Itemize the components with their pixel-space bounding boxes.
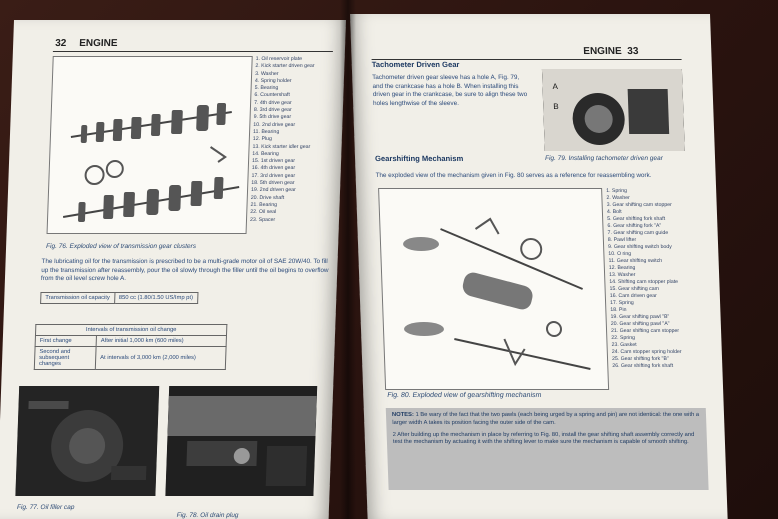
list-item: 21. Bearing [250, 201, 278, 208]
list-item: 4. Bolt [606, 209, 622, 215]
list-item: 19. Gear shifting pawl "B" [610, 314, 670, 320]
parts-list-left [250, 56, 341, 224]
interval-row-value: At intervals of 3,000 km (2,000 miles) [95, 347, 226, 370]
list-item: 14. Shifting cam stopper plate [609, 279, 679, 285]
interval-row-value: After initial 1,000 km (600 miles) [96, 336, 226, 347]
fig80-caption: Fig. 80. Exploded view of gearshifting mechanism [387, 392, 542, 399]
svg-text:B: B [553, 102, 559, 111]
list-item: 18. Pin [610, 307, 627, 313]
list-item: 8. Pawl lifter [607, 237, 637, 243]
capacity-value: 850 cc (1.80/1.50 US/Imp pt) [114, 293, 197, 304]
notes-content [392, 412, 701, 447]
list-item: 2. Kick starter driven gear [255, 63, 315, 70]
fig76-caption: Fig. 76. Exploded view of transmission gear clusters [45, 243, 197, 250]
parts-list-right [606, 188, 707, 370]
oil-capacity-table [40, 292, 198, 304]
list-item: 16. Cam driven gear [609, 293, 657, 299]
fig79-photo [542, 69, 685, 151]
list-item: 20. Drive shaft [250, 194, 285, 201]
header-rule [53, 51, 333, 52]
capacity-label: Transmission oil capacity [41, 293, 115, 304]
oil-paragraph: The lubricating oil for the transmission is prescribed to be a multi-grade motor oil of SAE 20W/40. To fill up the transmission after reassembly, pour the oil slowly through the filler until the oil begins to overflow from the oil level screw hole A. [40, 258, 329, 283]
fig78-caption: Fig. 78. Oil drain plug [176, 512, 239, 519]
page-header: ENGINE [78, 38, 118, 49]
fig77-caption: Fig. 77. Oil filler cap [16, 504, 75, 511]
notes-box [386, 408, 709, 490]
notes-label: NOTES: [391, 412, 415, 418]
list-item: 4. Spring holder [254, 77, 292, 84]
fig79-caption: Fig. 79. Installing tachometer driven gear [544, 155, 663, 162]
right-page [350, 14, 728, 519]
oil-drain-plug-image [165, 386, 317, 496]
list-item: 24. Cam stopper spring holder [611, 349, 682, 355]
list-item: 10. 2nd drive gear [253, 121, 296, 128]
list-item: 16. 4th driven gear [251, 165, 296, 172]
list-item: 10. O ring [608, 251, 632, 257]
gearshift-mechanism-drawing [379, 189, 608, 389]
list-item: 17. Spring [609, 300, 634, 306]
list-item: 12. Bearing [608, 265, 636, 271]
tachometer-gear-image [542, 69, 685, 151]
list-item: 9. 5th drive gear [253, 114, 292, 121]
fig76-figure [47, 56, 253, 234]
oil-filler-cap-image [15, 386, 159, 496]
list-item: 2. Washer [606, 195, 630, 201]
list-item: 25. Gear shifting fork "B" [611, 356, 669, 362]
list-item: 3. Gear shifting cam stopper [606, 202, 672, 208]
list-item: 14. Bearing [252, 150, 279, 157]
tach-paragraph: Tachometer driven gear sleeve has a hole A, Fig. 79, and the crankcase has a hole B. When installing this driven gear in the crankcase, be sure to align these two holes lengthwise of the sleeve. [372, 74, 528, 107]
list-item: 11. Gear shifting switch [608, 258, 663, 264]
list-item: 22. Spring [611, 335, 636, 341]
gearshift-title: Gearshifting Mechanism [374, 154, 464, 163]
list-item: 6. Gear shifting fork "A" [607, 223, 662, 229]
fig77-photo [15, 386, 159, 496]
list-item: 17. 3rd driven gear [251, 172, 296, 179]
list-item: 11. Bearing [252, 128, 280, 135]
gearshift-paragraph: The exploded view of the mechanism given in Fig. 80 serves as a reference for reassembling work. [375, 172, 652, 179]
list-item: 1. Spring [606, 188, 628, 194]
interval-row-label: First change [35, 336, 96, 347]
list-item: 7. 4th drive gear [254, 99, 292, 106]
list-item: 15. Gear shifting cam [609, 286, 660, 292]
list-item: 18. 5th driven gear [251, 180, 295, 187]
note-2: 2 After building up the mechanism in place by referring to Fig. 80, install the gear shifting shaft assembly correctly and test the mechanism by actuating it with the shifting lever to make sure the mechanism is capable of smooth shifting. [392, 431, 695, 446]
list-item: 1. Oil reservoir plate [255, 56, 303, 62]
book-gutter [340, 0, 356, 519]
list-item: 23. Spacer [249, 216, 276, 223]
list-item: 7. Gear shifting cam guide [607, 230, 669, 236]
fig80-figure [378, 188, 609, 390]
list-item: 9. Gear shifting switch body [608, 244, 672, 250]
list-item: 5. Gear shifting fork shaft [607, 216, 666, 222]
list-item: 22. Oil seal [250, 209, 277, 216]
list-item: 20. Gear shifting pawl "A" [610, 321, 670, 327]
list-item: 8. 3rd drive gear [253, 107, 292, 114]
list-item: 26. Gear shifting fork shaft [612, 363, 674, 369]
note-1: 1 Be wary of the fact that the two pawls (each being urged by a spring and pin) are not identical: the one with a larger width A takes its position facing the outer side of the cam. [392, 412, 700, 426]
list-item: 13. Kick starter idler gear [252, 143, 311, 150]
left-page [0, 20, 346, 519]
list-item: 5. Bearing [254, 85, 279, 92]
list-item: 13. Washer [609, 272, 636, 278]
list-item: 6. Countershaft [254, 92, 290, 99]
list-item: 23. Gasket [611, 342, 637, 348]
page-number: 32 [54, 38, 67, 49]
transmission-gears-drawing [48, 57, 252, 233]
oil-interval-table [34, 324, 228, 370]
list-item: 12. Plug [252, 136, 272, 143]
list-item: 3. Washer [255, 70, 279, 77]
page-header: ENGINE [583, 46, 622, 57]
list-item: 21. Gear shifting cam stopper [610, 328, 680, 334]
svg-text:A: A [552, 82, 559, 91]
fig78-photo [165, 386, 317, 496]
list-item: 15. 1st driven gear [251, 158, 296, 165]
interval-title: Intervals of transmission oil change [35, 325, 226, 336]
interval-row-label: Second and subsequent changes [34, 347, 96, 370]
page-number: 33 [627, 46, 639, 57]
tach-title: Tachometer Driven Gear [371, 60, 460, 69]
list-item: 19. 2nd driven gear [250, 187, 296, 194]
